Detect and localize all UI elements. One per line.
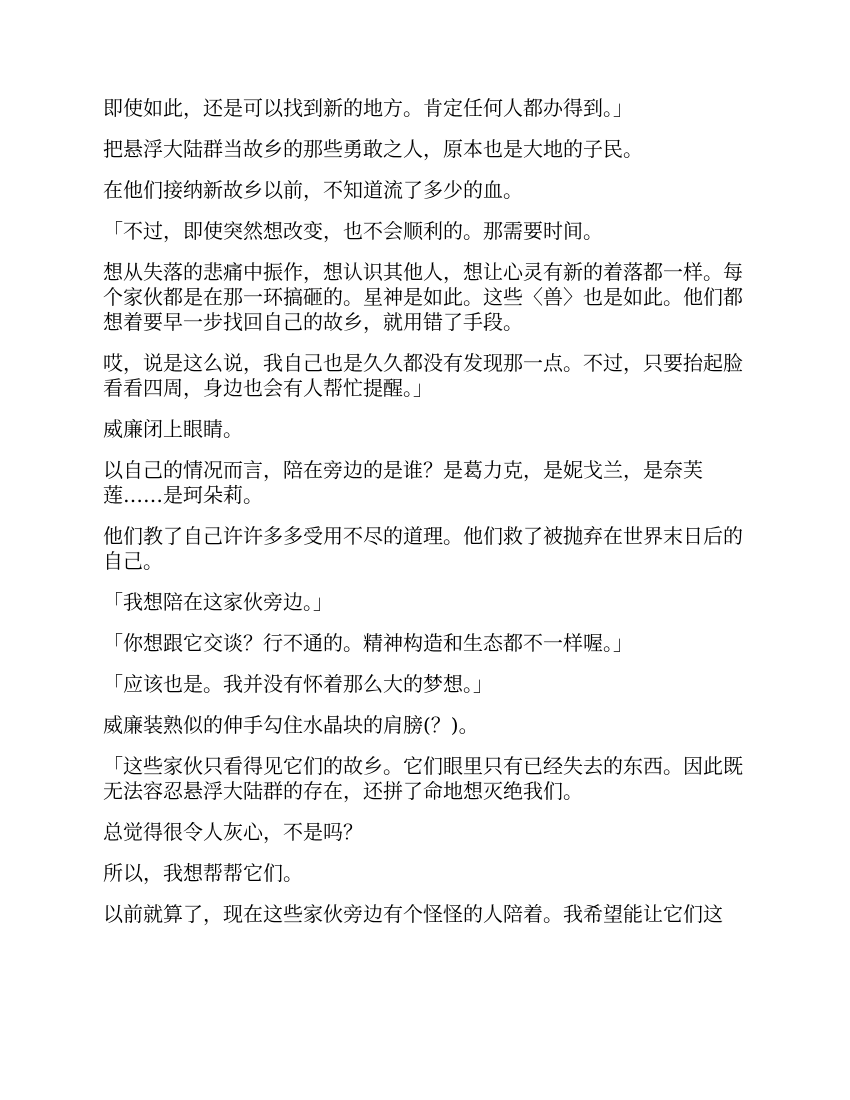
- paragraph: 以前就算了，现在这些家伙旁边有个怪怪的人陪着。我希望能让它们这: [103, 902, 723, 926]
- paragraph: 把悬浮大陆群当故乡的那些勇敢之人，原本也是大地的子民。: [103, 137, 643, 161]
- paragraph: 想从失落的悲痛中振作，想认识其他人，想让心灵有新的着落都一样。每个家伙都是在那一环搞砸的。星神是如此。这些〈兽〉也是如此。他们都想着要早一步找回自己的故乡，就用错了手段。: [103, 260, 743, 334]
- paragraph: 「不过，即使突然想改变，也不会顺利的。那需要时间。: [103, 219, 603, 243]
- paragraph: 「应该也是。我并没有怀着那么大的梦想。」: [103, 672, 493, 696]
- paragraph: 所以，我想帮帮它们。: [103, 861, 303, 885]
- paragraph: 「你想跟它交谈？行不通的。精神构造和生态都不一样喔。」: [103, 631, 633, 655]
- paragraph: 哎，说是这么说，我自己也是久久都没有发现那一点。不过，只要抬起脸看看四周，身边也会有人帮忙提醒。」: [103, 351, 743, 400]
- paragraph: 他们教了自己许许多多受用不尽的道理。他们救了被抛弃在世界末日后的自己。: [103, 524, 743, 573]
- paragraph: 在他们接纳新故乡以前，不知道流了多少的血。: [103, 178, 523, 202]
- paragraph: 「我想陪在这家伙旁边。」: [103, 590, 333, 614]
- paragraph: 威廉闭上眼睛。: [103, 417, 243, 441]
- paragraph: 总觉得很令人灰心，不是吗？: [103, 820, 363, 844]
- document-body: [103, 96, 753, 943]
- paragraph: 「这些家伙只看得见它们的故乡。它们眼里只有已经失去的东西。因此既无法容忍悬浮大陆群的存在，还拼了命地想灭绝我们。: [103, 754, 743, 803]
- paragraph: 威廉装熟似的伸手勾住水晶块的肩膀(？)。: [103, 713, 479, 737]
- paragraph: 即使如此，还是可以找到新的地方。肯定任何人都办得到。」: [103, 96, 633, 120]
- paragraph: 以自己的情况而言，陪在旁边的是谁？是葛力克，是妮戈兰，是奈芙莲……是珂朵莉。: [103, 458, 703, 507]
